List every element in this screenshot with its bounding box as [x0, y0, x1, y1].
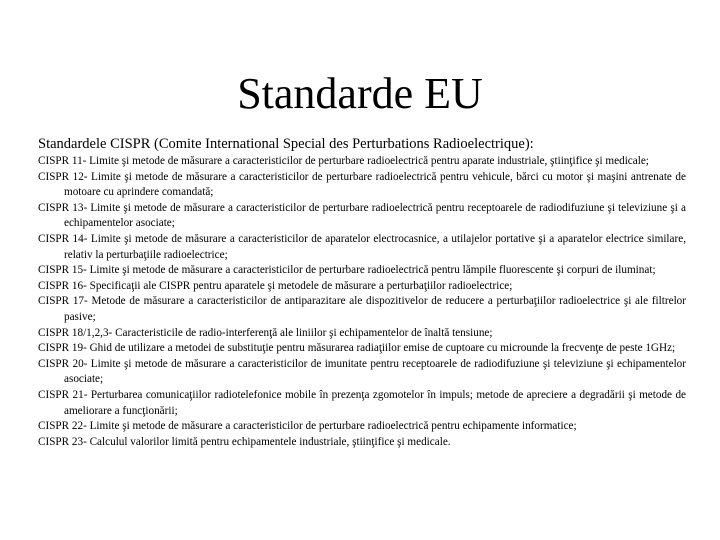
- list-item: CISPR 18/1,2,3- Caracteristicile de radio-interferenţă ale liniilor şi echipamentelor de înaltă tensiune;: [38, 326, 493, 339]
- list-item: CISPR 13- Limite şi metode de măsurare a caracteristicilor de perturbare radioelectrică pentru receptoarele de radiodifuziune şi televiziune şi a echipamentelor asociate;: [38, 201, 686, 230]
- slide-title: Standarde EU: [237, 69, 483, 118]
- list-item: CISPR 22- Limite şi metode de măsurare a caracteristicilor de perturbare radioelectrică pentru echipamente informatice;: [38, 420, 577, 433]
- list-item: CISPR 14- Limite şi metode de măsurare a caracteristicilor de aparatelor electrocasnice, a utilajelor portative şi a aparatelor electrice similare, relativ la perturbaţiile radioelectrice;: [38, 232, 686, 261]
- standards-list: [38, 154, 686, 450]
- list-item: CISPR 11- Limite şi metode de măsurare a caracteristicilor de perturbare radioelectrică pentru aparate industriale, ştiinţifice şi medicale;: [38, 155, 649, 167]
- list-item: CISPR 21- Perturbarea comunicaţiilor radiotelefonice mobile în prezenţa zgomotelor în impuls; metode de apreciere a degradării şi metode de ameliorare a funcţionării;: [38, 388, 686, 417]
- list-item: CISPR 20- Limite şi metode de măsurare a caracteristicilor de imunitate pentru receptoarele de radiodifuziune şi televiziune şi echipamentelor asociate;: [38, 357, 686, 386]
- list-item: CISPR 17- Metode de măsurare a caracteristicilor de antiparazitare ale dispozitivelor de reducere a perturbaţiilor radioelectrice şi ale filtrelor pasive;: [38, 295, 686, 323]
- list-item: CISPR 19- Ghid de utilizare a metodei de substituţie pentru măsurarea radiaţiilor emise de cuptoare cu microunde la frecvenţe de peste 1GHz;: [38, 342, 676, 355]
- list-item: CISPR 12- Limite şi metode de măsurare a caracteristicilor de perturbare radioelectrică pentru vehicule, bărci cu motor şi maşini antrenate de motoare cu aprindere comandată;: [38, 170, 686, 199]
- list-item: CISPR 16- Specificaţii ale CISPR pentru aparatele şi metodele de măsurare a perturbaţiilor radioelectrice;: [38, 279, 513, 292]
- list-item: CISPR 15- Limite şi metode de măsurare a caracteristicilor de perturbare radioelectrică pentru lămpile fluorescente şi corpuri de iluminat;: [38, 264, 656, 277]
- list-item: CISPR 23- Calculul valorilor limită pentru echipamentele industriale, ştiinţifice şi medicale.: [38, 435, 451, 448]
- slide-intro: Standardele CISPR (Comite International Special des Perturbations Radioelectrique):: [38, 136, 534, 152]
